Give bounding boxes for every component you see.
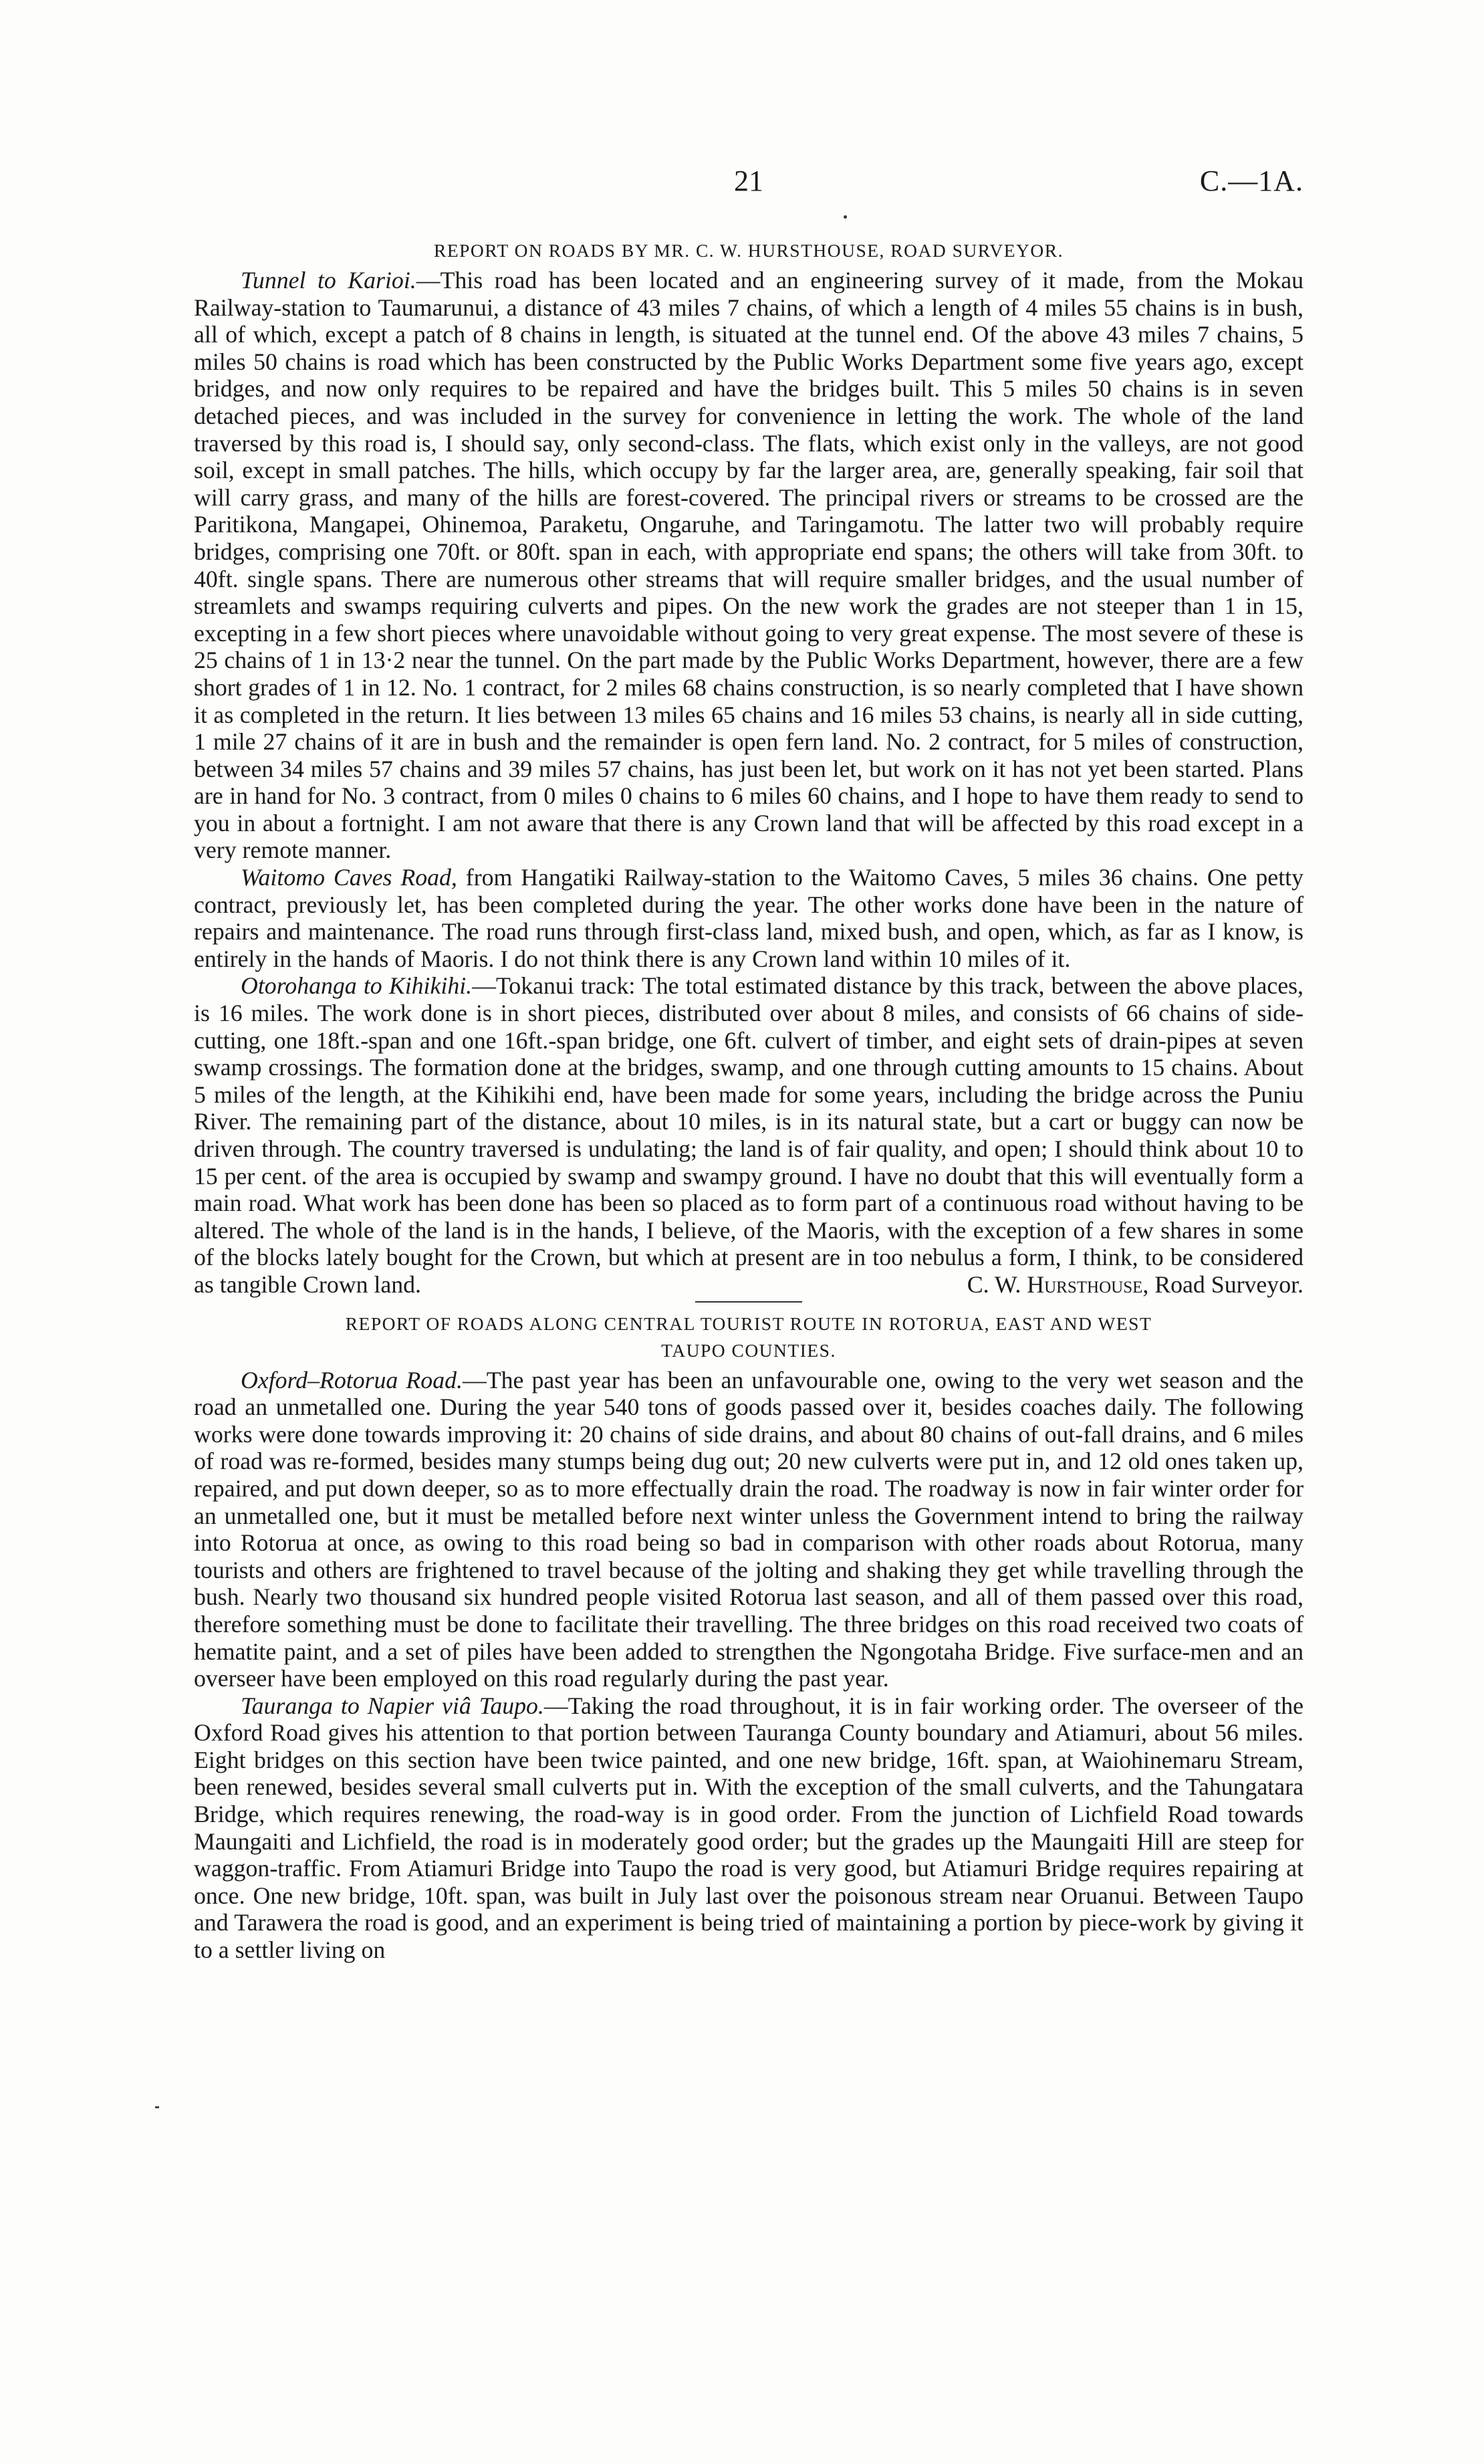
print-stray-mark [155, 2106, 159, 2108]
paragraph-title: Otorohanga to Kihikihi. [241, 972, 473, 1000]
paragraph-tunnel-to-karioi [194, 267, 1304, 864]
signature-role: , Road Surveyor. [1142, 1270, 1304, 1298]
paragraph-title: Oxford–Rotorua Road. [241, 1366, 463, 1393]
paragraph-text: —This road has been located and an engineering survey of it made, from the Mokau Railway-station to Taumarunui, a distance of 43 miles 7 chains, of which a length of 4 miles 55 chains is in bush, all of which, except a patch of 8 chains in length, is situated at the tunnel end. Of the above 43 miles 7 chains, 5 miles 50 chains is road which has been constructed by the Public Works Department some five years ago, except bridges, and now only requires to be repaired and have the bridges built. This 5 miles 50 chains is in seven detached pieces, and was included in the survey for convenience in letting the work. The whole of the land traversed by this road is, I should say, only second-class. The flats, which exist only in the valleys, are not good soil, except in small patches. The hills, which occupy by far the larger area, are, generally speaking, fair soil that will carry grass, and many of the hills are forest-covered. The principal rivers or streams to be crossed are the Paritikona, Mangapei, Ohinemoa, Paraketu, Ongaruhe, and Taringamotu. The latter two will probably require bridges, comprising one 70ft. or 80ft. span in each, with appropriate end spans; the others will take from 30ft. to 40ft. single spans. There are numerous other streams that will require smaller bridges, and the usual number of streamlets and swamps requiring culverts and pipes. On the new work the grades are not steeper than 1 in 15, excepting in a few short pieces where unavoidable without going to very great expense. The most severe of these is 25 chains of 1 in 13·2 near the tunnel. On the part made by the Public Works Department, however, there are a few short grades of 1 in 12. No. 1 contract, for 2 miles 68 chains construction, is so nearly completed that I have shown it as completed in the return. It lies between 13 miles 65 chains and 16 miles 53 chains, is nearly all in side cutting, 1 mile 27 chains of it are in bush and the remainder is open fern land. No. 2 contract, for 5 miles of construction, between 34 miles 57 chains and 39 miles 57 chains, has just been let, but work on it has not yet been started. Plans are in hand for No. 3 contract, from 0 miles 0 chains to 6 miles 60 chains, and I hope to have them ready to send to you in about a fortnight. I am not aware that there is any Crown land that will be affected by this road except in a very remote manner. [194, 267, 1304, 864]
signature-name: Hursthouse [1027, 1270, 1143, 1298]
document-reference: C.—1A. [1199, 164, 1304, 197]
paragraph-waitomo-caves-road [194, 864, 1304, 972]
paragraph-title: Tauranga to Napier viâ Taupo. [241, 1692, 544, 1719]
print-dot-mark [844, 215, 847, 219]
section-divider [695, 1301, 802, 1303]
paragraph-text: —Tokanui track: The total estimated distance by this track, between the above places, is 16 miles. The work done is in short pieces, distributed over about 8 miles, and consists of 66 chains of side-cutting, one 18ft.-span and one 16ft.-span bridge, one 6ft. culvert of timber, and eight sets of drain-pipes at seven swamp crossings. The formation done at the bridges, swamp, and one through cutting amounts to 15 chains. About 5 miles of the length, at the Kihikihi end, have been made for some years, including the bridge across the Puniu River. The remaining part of the distance, about 10 miles, is in its natural state, but a cart or buggy can now be driven through. The country traversed is undulating; the land is of fair quality, and open; I should think about 10 to 15 per cent. of the area is occupied by swamp and swampy ground. I have no doubt that this will eventually form a main road. What work has been done has been so placed as to form part of a continuous road without having to be altered. The whole of the land is in the hands, I believe, of the Maoris, with the exception of a few shares in some of the blocks lately bought for the Crown, but which at present are in too nebulus a form, I think, to be considered as tangible Crown land. [194, 972, 1304, 1298]
signature-initials: C. W. [967, 1270, 1021, 1298]
paragraph-title: Waitomo Caves Road, [241, 864, 457, 891]
heading-line-2: TAUPO COUNTIES. [661, 1339, 836, 1361]
section-heading-tourist-route [194, 1311, 1304, 1364]
paragraph-oxford-rotorua-road [194, 1367, 1304, 1692]
paragraph-title: Tunnel to Karioi. [241, 267, 416, 294]
paragraph-text: —The past year has been an unfavourable one, owing to the very wet season and the road an unmetalled one. During the year 540 tons of goods passed over it, besides coaches daily. The following works were done towards improving it: 20 chains of side drains, and about 80 chains of out-fall drains, and 6 miles of road was re-formed, besides many stumps being dug out; 20 new culverts were put in, and 12 old ones taken up, repaired, and put down deeper, so as to more effectually drain the road. The roadway is now in fair winter order for an unmetalled one, but it must be metalled before next winter unless the Government intend to bring the railway into Rotorua at once, as owing to this road being so bad in comparison with other roads about Rotorua, many tourists and others are frightened to travel because of the jolting and shaking they get while travelling through the bush. Nearly two thousand six hundred people visited Rotorua last season, and all of them passed over this road, therefore something must be done to facilitate their travelling. The three bridges on this road received two coats of hematite paint, and a set of piles have been added to strengthen the Ngongotaha Bridge. Five surface-men and an overseer have been employed on this road regularly during the past year. [194, 1366, 1304, 1692]
signature [920, 1271, 1304, 1299]
paragraph-text: from Hangatiki Railway-station to the Waitomo Caves, 5 miles 36 chains. One petty contract, previously let, has been completed during the year. The other works done have been in the nature of repairs and maintenance. The road runs through first-class land, mixed bush, and open, which, as far as I know, is entirely in the hands of Maoris. I do not think there is any Crown land within 10 miles of it. [194, 864, 1304, 972]
page-header [194, 164, 1304, 204]
page-body [194, 237, 1304, 1964]
paragraph-tauranga-to-napier [194, 1692, 1304, 1964]
paragraph-text: —Taking the road throughout, it is in fair working order. The overseer of the Oxford Road gives his attention to that portion between Tauranga County boundary and Atiamuri, about 56 miles. Eight bridges on this section have been twice painted, and one new bridge, 16ft. span, at Waiohinemaru Stream, been renewed, besides several small culverts put in. With the exception of the small culverts, and the Tahungatara Bridge, which requires renewing, the road-way is in good order. From the junction of Lichfield Road towards Maungaiti and Lichfield, the road is in moderately good order; but the grades up the Maungaiti Hill are steep for waggon-traffic. From Atiamuri Bridge into Taupo the road is very good, but Atiamuri Bridge requires repairing at once. One new bridge, 10ft. span, was built in July last over the poisonous stream near Oruanui. Between Taupo and Tarawera the road is good, and an experiment is being tried of maintaining a portion by piece-work by giving it to a settler living on [194, 1692, 1304, 1964]
paragraph-otorohanga-to-kihikihi [194, 972, 1304, 1298]
section-heading-roads-report: REPORT ON ROADS BY MR. C. W. HURSTHOUSE, ROAD SURVEYOR. [434, 240, 1064, 261]
heading-line-1: REPORT OF ROADS ALONG CENTRAL TOURIST ROUTE IN ROTORUA, EAST AND WEST [345, 1313, 1152, 1334]
page-number: 21 [734, 164, 763, 197]
